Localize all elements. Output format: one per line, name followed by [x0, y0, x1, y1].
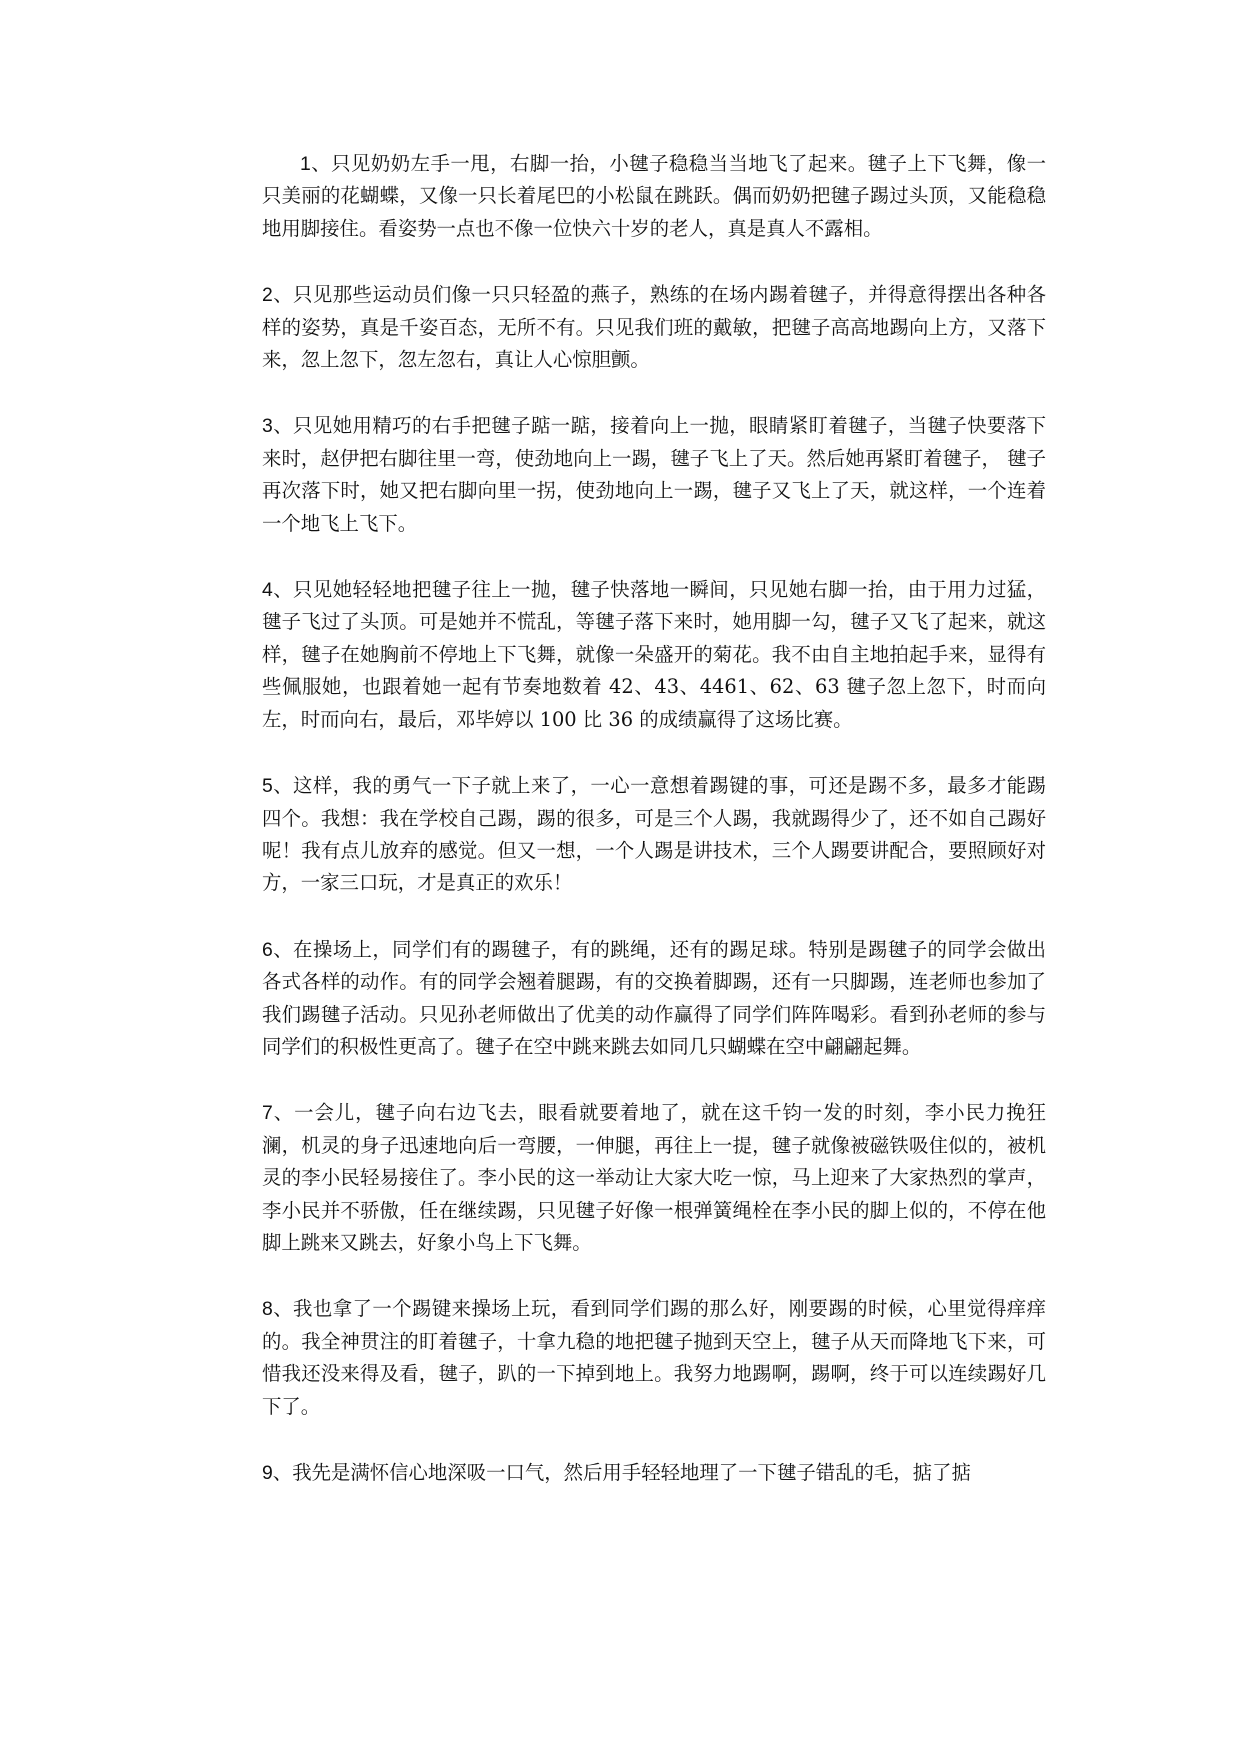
paragraph-text: 只见奶奶左手一甩，右脚一抬，小毽子稳稳当当地飞了起来。毽子上下飞舞，像一只美丽的花蝴蝶，又像一只长着尾巴的小松鼠在跳跃。偶而奶奶把毽子踢过头顶，又能稳稳地用脚接住。看姿势一点也不像一位快六十岁的老人，真是真人不露相。 [262, 152, 1046, 240]
paragraph-text: 只见她用精巧的右手把毽子踮一踮，接着向上一抛，眼睛紧盯着毽子，当毽子快要落下来时，赵伊把右脚往里一弯，使劲地向上一踢，毽子飞上了天。然后她再紧盯着毽子， 毽子再次落下时，她又把右脚向里一拐，使劲地向上一踢，毽子又飞上了天，就这样，一个连着一个地飞上飞下。 [262, 414, 1046, 535]
paragraph-number: 9、 [262, 1462, 293, 1484]
paragraph-number: 2、 [262, 284, 294, 307]
paragraph-text: 只见她轻轻地把毽子往上一抛，毽子快落地一瞬间，只见她右脚一抬，由于用力过猛，毽子飞过了头顶。可是她并不慌乱，等毽子落下来时，她用脚一勾，毽子又飞了起来，就这样，毽子在她胸前不停地上下飞舞，就像一朵盛开的菊花。我不由自主地拍起手来，显得有些佩服她，也跟着她一起有节奏地数着 42、43、4461、62、63 毽子忽上忽下，时而向左，时而向右，最后，邓毕婷以 100 比 36 的成绩赢得了这场比赛。 [262, 578, 1046, 731]
paragraph-2 [262, 279, 1046, 376]
paragraph-1 [262, 148, 1046, 245]
paragraph-6 [262, 934, 1046, 1064]
paragraph-text: 这样，我的勇气一下子就上来了，一心一意想着踢键的事，可还是踢不多，最多才能踢四个。我想：我在学校自己踢，踢的很多，可是三个人踢，我就踢得少了，还不如自己踢好呢！我有点儿放弃的感觉。但又一想，一个人踢是讲技术，三个人踢要讲配合，要照顾好对方，一家三口玩，才是真正的欢乐！ [262, 774, 1046, 895]
paragraph-number: 7、 [262, 1102, 295, 1125]
paragraph-text: 我先是满怀信心地深吸一口气，然后用手轻轻地理了一下毽子错乱的毛，掂了掂 [292, 1461, 971, 1484]
paragraph-5 [262, 770, 1046, 900]
paragraph-4 [262, 574, 1046, 736]
paragraph-text: 只见那些运动员们像一只只轻盈的燕子，熟练的在场内踢着毽子，并得意得摆出各种各样的姿势，真是千姿百态，无所不有。只见我们班的戴敏，把毽子高高地踢向上方，又落下来，忽上忽下，忽左忽右，真让人心惊胆颤。 [262, 283, 1046, 372]
paragraph-text: 在操场上，同学们有的踢毽子，有的跳绳，还有的踢足球。特别是踢毽子的同学会做出各式各样的动作。有的同学会翘着腿踢，有的交换着脚踢，还有一只脚踢，连老师也参加了我们踢毽子活动。只见孙老师做出了优美的动作赢得了同学们阵阵喝彩。看到孙老师的参与同学们的积极性更高了。毽子在空中跳来跳去如同几只蝴蝶在空中翩翩起舞。 [262, 937, 1046, 1058]
paragraph-9 [262, 1457, 1046, 1489]
paragraph-3 [262, 410, 1046, 540]
paragraph-text: 我也拿了一个踢键来操场上玩，看到同学们踢的那么好，刚要踢的时候，心里觉得痒痒的。我全神贯注的盯着毽子，十拿九稳的地把毽子抛到天空上，毽子从天而降地飞下来，可惜我还没来得及看，毽子，趴的一下掉到地上。我努力地踢啊，踢啊，终于可以连续踢好几下了。 [262, 1297, 1046, 1418]
paragraph-number: 8、 [262, 1298, 294, 1321]
paragraph-8 [262, 1293, 1046, 1423]
paragraph-text: 一会儿，毽子向右边飞去，眼看就要着地了，就在这千钧一发的时刻，李小民力挽狂澜，机灵的身子迅速地向后一弯腰，一伸腿，再往上一提，毽子就像被磁铁吸住似的，被机灵的李小民轻易接住了。李小民的这一举动让大家大吃一惊，马上迎来了大家热烈的掌声，李小民并不骄傲，任在继续踢，只见毽子好像一根弹簧绳栓在李小民的脚上似的，不停在他脚上跳来又跳去，好象小鸟上下飞舞。 [262, 1101, 1046, 1254]
paragraph-number: 3、 [262, 415, 294, 438]
paragraph-7 [262, 1097, 1046, 1259]
document-body [262, 148, 1046, 1523]
paragraph-number: 4、 [262, 579, 294, 602]
paragraph-number: 5、 [262, 775, 294, 798]
paragraph-number: 6、 [262, 938, 294, 961]
paragraph-number: 1、 [300, 153, 332, 175]
